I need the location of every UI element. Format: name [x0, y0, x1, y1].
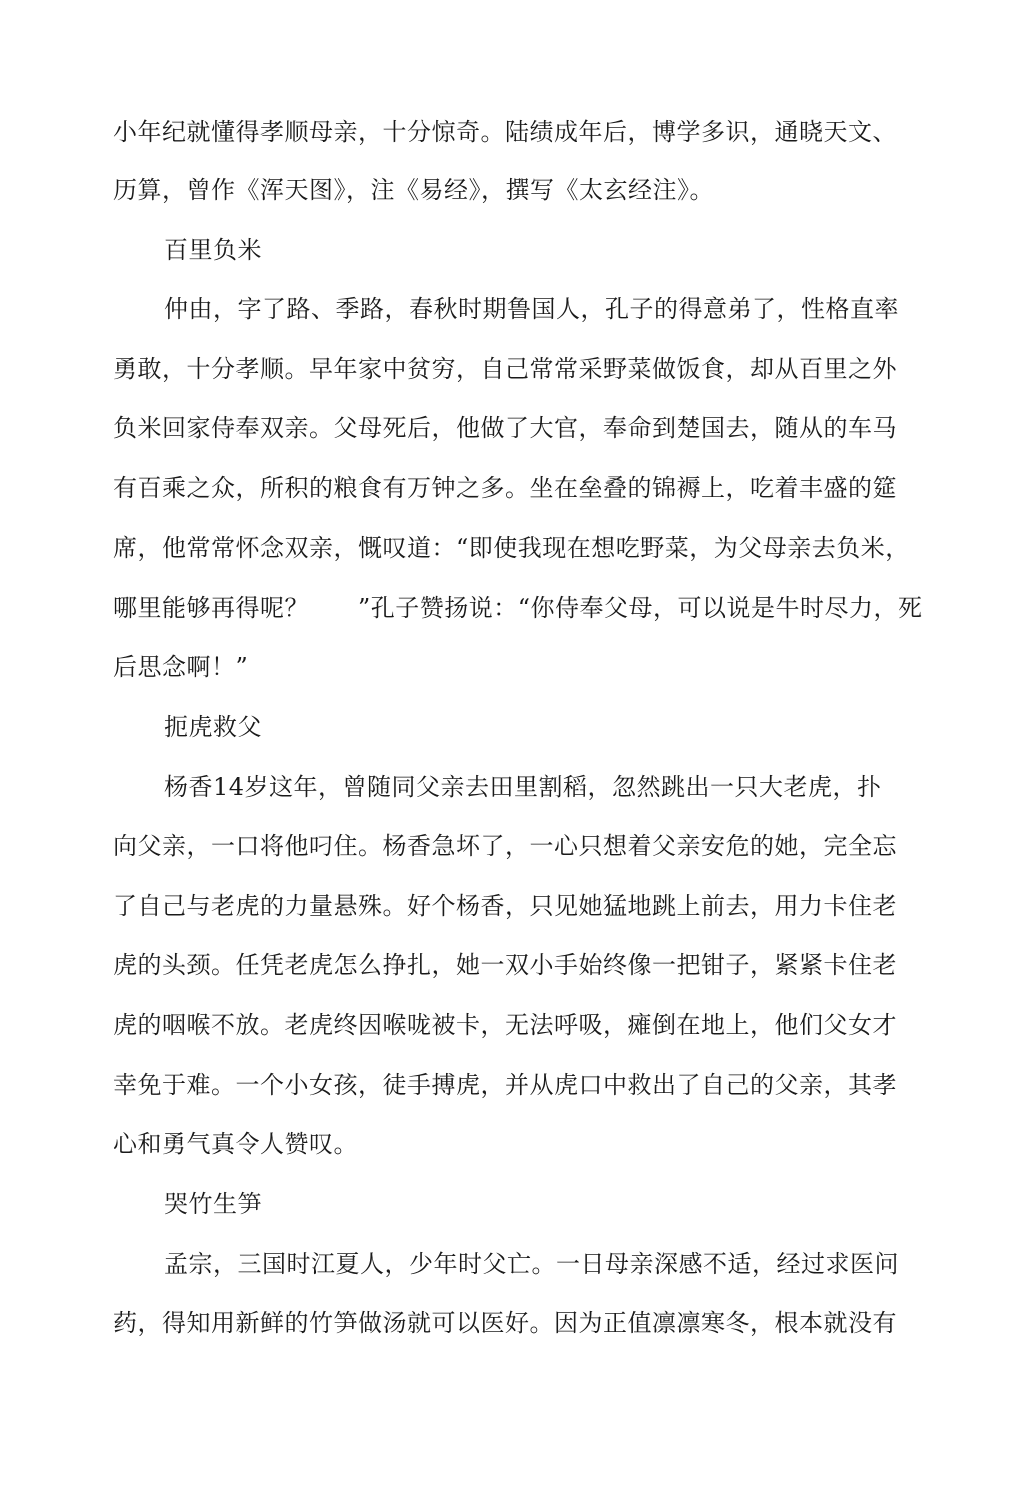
paragraph-line: 后思念啊！” [113, 653, 249, 681]
paragraph-line: 负米回家侍奉双亲。父母死后，他做了大官，奉命到楚国去，随从的车马 [113, 414, 897, 442]
paragraph-line: 历算，曾作《浑天图》，注《易经》，撰写《太玄经注》。 [113, 176, 714, 204]
paragraph-line: 药，得知用新鲜的竹笋做汤就可以医好。因为正值凛凛寒冬，根本就没有 [113, 1309, 897, 1337]
paragraph-line: 向父亲，一口将他叼住。杨香急坏了，一心只想着父亲安危的她，完全忘 [113, 832, 897, 860]
paragraph-line: 孟宗，三国时江夏人，少年时父亡。一日母亲深感不适，经过求医问 [164, 1250, 899, 1278]
paragraph-line: 幸免于难。一个小女孩，徒手搏虎，并从虎口中救出了自己的父亲，其孝 [113, 1071, 897, 1099]
paragraph-line: 小年纪就懂得孝顺母亲，十分惊奇。陆绩成年后，博学多识，通晓天文、 [113, 118, 897, 146]
paragraph-line: 了自己与老虎的力量悬殊。好个杨香，只见她猛地跳上前去，用力卡住老 [113, 892, 897, 920]
paragraph-line: 虎的咽喉不放。老虎终因喉咙被卡，无法呼吸，瘫倒在地上，他们父女才 [113, 1011, 897, 1039]
section-heading-kuzhushengsun: 哭竹生笋 [164, 1190, 262, 1218]
paragraph-line: 席，他常常怀念双亲，慨叹道：“即使我现在想吃野菜，为父母亲去负米， [113, 534, 910, 562]
paragraph-line: 心和勇气真令人赞叹。 [113, 1130, 358, 1158]
paragraph-line: 哪里能够再得呢？ ”孔子赞扬说：“你侍奉父母，可以说是牛时尽力，死 [113, 594, 923, 622]
section-heading-ehujiufu: 扼虎救父 [164, 713, 262, 741]
paragraph-line: 杨香14岁这年，曾随同父亲去田里割稻，忽然跳出一只大老虎，扑 [164, 773, 882, 801]
paragraph-line: 有百乘之众，所积的粮食有万钟之多。坐在垒叠的锦褥上，吃着丰盛的筵 [113, 474, 897, 502]
paragraph-line: 仲由，字了路、季路，春秋时期鲁国人，孔子的得意弟了，性格直率 [164, 295, 899, 323]
section-heading-bailifumi: 百里负米 [164, 236, 262, 264]
paragraph-line: 勇敢，十分孝顺。早年家中贫穷，自己常常采野菜做饭食，却从百里之外 [113, 355, 897, 383]
paragraph-line: 虎的头颈。任凭老虎怎么挣扎，她一双小手始终像一把钳子，紧紧卡住老 [113, 951, 897, 979]
